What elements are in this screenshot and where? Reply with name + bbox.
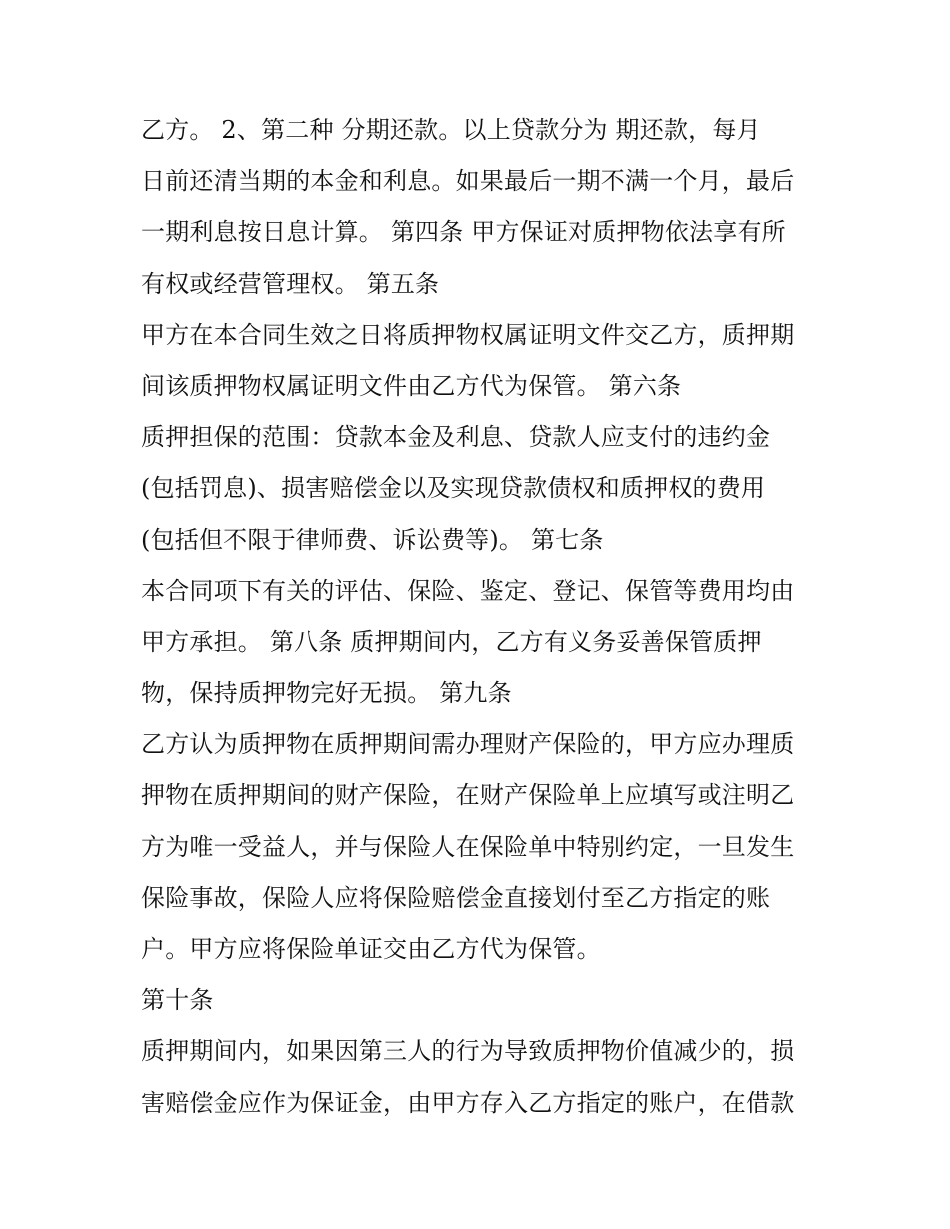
text-line: 日前还清当期的本金和利息。如果最后一期不满一个月，最后 (141, 167, 795, 196)
text-line: 一期利息按日息计算。 第四条 甲方保证对质押物依法享有所 (141, 218, 786, 247)
text-line: 乙方认为质押物在质押期间需办理财产保险的，甲方应办理质 (141, 730, 795, 759)
contract-text-body (141, 108, 821, 1132)
text-line: 押物在质押期间的财产保险，在财产保险单上应填写或注明乙 (141, 781, 795, 810)
text-line: (包括但不限于律师费、诉讼费等)。 第七条 (141, 525, 604, 554)
text-line: 甲方承担。 第八条 质押期间内，乙方有义务妥善保管质押 (141, 627, 762, 656)
text-line: 质押担保的范围：贷款本金及利息、贷款人应支付的违约金 (141, 423, 771, 452)
text-line: 乙方。 2、第二种 分期还款。以上贷款分为 期还款，每月 (141, 116, 761, 144)
text-line: 害赔偿金应作为保证金，由甲方存入乙方指定的账户，在借款 (141, 1088, 795, 1117)
text-line: 质押期间内，如果因第三人的行为导致质押物价值减少的，损 (141, 1037, 795, 1066)
text-line: 物，保持质押物完好无损。 第九条 (141, 679, 512, 708)
text-line: 方为唯一受益人，并与保险人在保险单中特别约定，一旦发生 (141, 832, 795, 861)
text-line: 本合同项下有关的评估、保险、鉴定、登记、保管等费用均由 (141, 576, 795, 605)
text-line: 有权或经营管理权。 第五条 (141, 269, 440, 298)
text-line: (包括罚息)、损害赔偿金以及实现贷款债权和质押权的费用 (141, 474, 766, 503)
text-line: 保险事故，保险人应将保险赔偿金直接划付至乙方指定的账 (141, 883, 771, 912)
text-line: 户。甲方应将保险单证交由乙方代为保管。 (141, 935, 601, 963)
text-line: 间该质押物权属证明文件由乙方代为保管。 第六条 (141, 371, 682, 400)
text-line: 第十条 (141, 986, 214, 1015)
text-line: 甲方在本合同生效之日将质押物权属证明文件交乙方，质押期 (141, 320, 795, 349)
